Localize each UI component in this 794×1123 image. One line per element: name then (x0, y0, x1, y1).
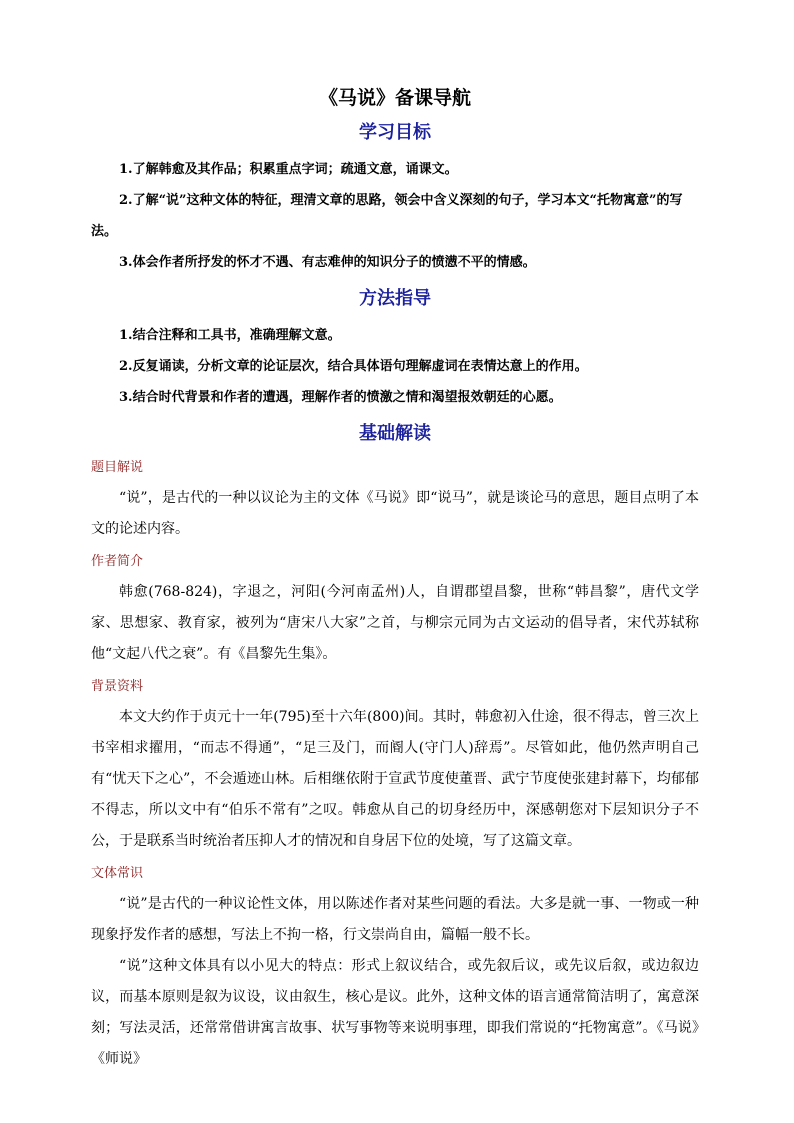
subhead-genre-knowledge: 文体常识 (91, 866, 144, 881)
method-item: 3.结合时代背景和作者的遭遇，理解作者的愤激之情和渴望报效朝廷的心愿。 (119, 390, 562, 405)
subhead-title-explanation: 题目解说 (91, 460, 144, 475)
paragraph: 韩愈(768-824)，字退之，河阳(今河南孟州)人，自谓郡望昌黎，世称“韩昌黎”，唐代文学家、思想家、教育家，被列为“唐宋八大家”之首，与柳宗元同为古文运动的倡导者，宋代苏轼称他“文起八代之衰”。有《昌黎先生集》。 (91, 584, 699, 662)
goal-item: 2.了解“说”这种文体的特征，理清文章的思路，领会中含义深刻的句子，学习本文“托物寓意”的写法。 (91, 193, 683, 239)
paragraph: “说”这种文体具有以小见大的特点：形式上叙议结合，或先叙后议，或先议后叙，或边叙边议，而基本原则是叙为议设，议由叙生，核心是议。此外，这种文体的语言通常简洁明了，寓意深刻；写法灵活，还常常借讲寓言故事、状写事物等来说明事理，即我们常说的“托物寓意”。《马说》《师说》 (91, 958, 699, 1067)
goals-list (91, 154, 699, 278)
section-heading-methods: 方法指导 (359, 288, 431, 309)
document-title: 《马说》备课导航 (318, 87, 471, 109)
paragraph: “说”，是古代的一种以议论为主的文体《马说》即“说马”，就是谈论马的意思，题目点明了本文的论述内容。 (91, 490, 699, 537)
method-item: 1.结合注释和工具书，准确理解文意。 (119, 328, 341, 343)
subhead-author-intro: 作者简介 (91, 554, 144, 569)
subhead-background: 背景资料 (91, 679, 144, 694)
section-heading-basics: 基础解读 (359, 423, 431, 444)
goal-item: 3.体会作者所抒发的怀才不遇、有志难伸的知识分子的愤懑不平的情感。 (119, 255, 536, 270)
methods-list (91, 320, 699, 413)
method-item: 2.反复诵读，分析文章的论证层次，结合具体语句理解虚词在表情达意上的作用。 (119, 359, 588, 374)
paragraph: 本文大约作于贞元十一年(795)至十六年(800)间。其时，韩愈初入仕途，很不得志，曾三次上书宰相求擢用，“而志不得通”，“足三及门，而阍人(守门人)辞焉”。尽管如此，他仍然声明自己有“忧天下之心”，不会遁迹山林。后相继依附于宣武节度使董晋、武宁节度使张建封幕下，均郁郁不得志，所以文中有“伯乐不常有”之叹。韩愈从自己的切身经历中，深感朝您对下层知识分子不公，于是联系当时统治者压抑人才的情况和自身居下位的处境，写了这篇文章。 (91, 709, 699, 849)
section-heading-goals: 学习目标 (359, 122, 431, 143)
paragraph: “说”是古代的一种议论性文体，用以陈述作者对某些问题的看法。大多是就一事、一物或一种现象抒发作者的感想，写法上不拘一格，行文崇尚自由，篇幅一般不长。 (91, 896, 699, 943)
goal-item: 1.了解韩愈及其作品；积累重点字词；疏通文意，诵课文。 (119, 162, 458, 177)
